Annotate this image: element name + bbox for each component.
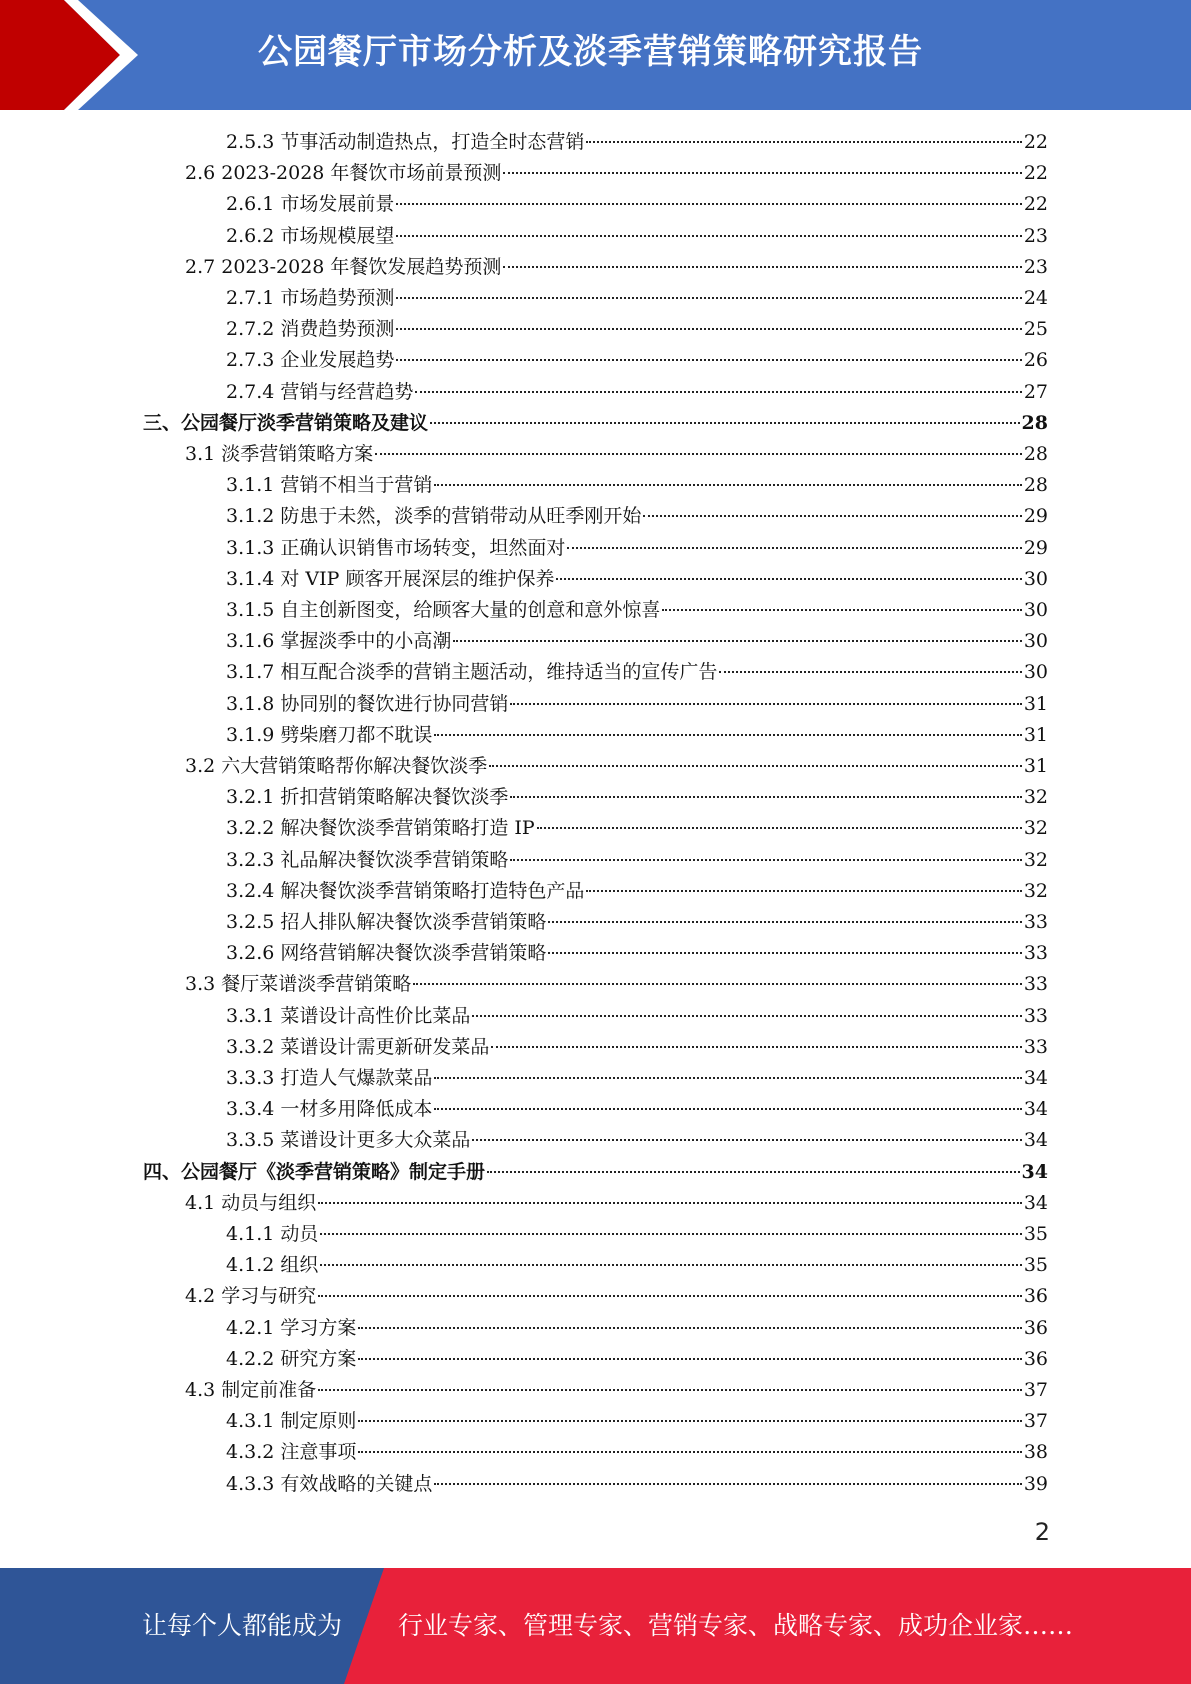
toc-entry[interactable] bbox=[143, 408, 1048, 439]
toc-entry-title: 3.1.1 营销不相当于营销 bbox=[226, 474, 433, 497]
toc-entry[interactable] bbox=[226, 501, 1048, 532]
toc-entry-title: 2.6 2023-2028 年餐饮市场前景预测 bbox=[185, 162, 502, 185]
toc-entry[interactable] bbox=[226, 377, 1048, 408]
toc-entry[interactable] bbox=[185, 1281, 1048, 1312]
toc-entry-page: 39 bbox=[1023, 1472, 1048, 1495]
toc-entry[interactable] bbox=[226, 470, 1048, 501]
toc-dot-leader bbox=[643, 515, 1021, 517]
toc-entry[interactable] bbox=[226, 782, 1048, 813]
toc-entry-page: 34 bbox=[1023, 1098, 1048, 1121]
toc-entry-page: 32 bbox=[1023, 848, 1048, 871]
toc-entry-page: 34 bbox=[1023, 1191, 1048, 1214]
toc-entry[interactable] bbox=[185, 439, 1048, 470]
toc-entry-page: 30 bbox=[1023, 661, 1048, 684]
toc-entry[interactable] bbox=[226, 907, 1048, 938]
toc-dot-leader bbox=[396, 235, 1021, 237]
toc-entry-page: 33 bbox=[1023, 942, 1048, 965]
toc-dot-leader bbox=[434, 1483, 1021, 1485]
toc-entry-title: 3.1.3 正确认识销售市场转变，坦然面对 bbox=[226, 536, 566, 559]
toc-entry-page: 22 bbox=[1023, 193, 1048, 216]
toc-entry-title: 4.2.1 学习方案 bbox=[226, 1316, 357, 1339]
toc-entry-title: 2.5.3 节事活动制造热点，打造全时态营销 bbox=[226, 131, 585, 153]
toc-entry-title: 4.3.2 注意事项 bbox=[226, 1441, 357, 1464]
toc-entry-title: 3.3.2 菜谱设计需更新研发菜品 bbox=[226, 1035, 490, 1058]
toc-entry[interactable] bbox=[185, 969, 1048, 1000]
toc-entry-page: 22 bbox=[1023, 131, 1048, 153]
toc-entry[interactable] bbox=[226, 1032, 1048, 1063]
toc-entry-page: 27 bbox=[1023, 380, 1048, 403]
toc-dot-leader bbox=[548, 921, 1021, 923]
toc-entry-page: 31 bbox=[1023, 692, 1048, 715]
toc-entry-title: 3.2 六大营销策略帮你解决餐饮淡季 bbox=[185, 755, 488, 777]
toc-dot-leader bbox=[320, 1264, 1021, 1266]
toc-entry[interactable] bbox=[226, 1313, 1048, 1344]
toc-entry-title: 3.3.1 菜谱设计高性价比菜品 bbox=[226, 1004, 471, 1027]
toc-entry-title: 4.2.2 研究方案 bbox=[226, 1347, 357, 1370]
toc-entry-title: 3.1.5 自主创新图变，给顾客大量的创意和意外惊喜 bbox=[226, 599, 661, 621]
toc-dot-leader bbox=[396, 297, 1021, 299]
toc-entry-title: 2.7.3 企业发展趋势 bbox=[226, 349, 395, 372]
toc-dot-leader bbox=[413, 983, 1022, 985]
toc-dot-leader bbox=[586, 141, 1021, 143]
toc-entry-title: 3.1.7 相互配合淡季的营销主题活动，维持适当的宣传广告 bbox=[226, 661, 718, 684]
toc-entry[interactable] bbox=[226, 1406, 1048, 1437]
toc-entry-page: 32 bbox=[1023, 817, 1048, 840]
toc-dot-leader bbox=[586, 890, 1021, 892]
toc-entry-page: 33 bbox=[1023, 1035, 1048, 1058]
toc-entry-title: 3.2.1 折扣营销策略解决餐饮淡季 bbox=[226, 786, 509, 809]
toc-entry-title: 4.2 学习与研究 bbox=[185, 1285, 317, 1308]
toc-dot-leader bbox=[358, 1327, 1021, 1329]
toc-entry[interactable] bbox=[226, 720, 1048, 751]
toc-entry[interactable] bbox=[226, 283, 1048, 314]
toc-dot-leader bbox=[719, 671, 1021, 673]
toc-entry-page: 33 bbox=[1023, 973, 1048, 996]
toc-entry-page: 32 bbox=[1023, 879, 1048, 902]
toc-entry-title: 2.7.4 营销与经营趋势 bbox=[226, 380, 414, 403]
toc-entry-page: 28 bbox=[1021, 411, 1048, 434]
toc-entry[interactable] bbox=[226, 564, 1048, 595]
toc-entry[interactable] bbox=[226, 657, 1048, 688]
toc-entry-title: 3.3.4 一材多用降低成本 bbox=[226, 1098, 433, 1121]
toc-entry[interactable] bbox=[185, 158, 1048, 189]
toc-entry-title: 4.3.3 有效战略的关键点 bbox=[226, 1472, 433, 1495]
toc-entry[interactable] bbox=[226, 189, 1048, 220]
toc-dot-leader bbox=[318, 1295, 1022, 1297]
toc-dot-leader bbox=[318, 1202, 1022, 1204]
toc-dot-leader bbox=[396, 203, 1021, 205]
toc-entry-page: 28 bbox=[1023, 474, 1048, 497]
report-title: 公园餐厅市场分析及淡季营销策略研究报告 bbox=[258, 32, 923, 72]
toc-dot-leader bbox=[503, 172, 1021, 174]
toc-dot-leader bbox=[537, 827, 1022, 829]
toc-entry-page: 24 bbox=[1023, 287, 1048, 309]
toc-entry[interactable] bbox=[226, 221, 1048, 252]
toc-entry[interactable] bbox=[226, 314, 1048, 345]
toc-dot-leader bbox=[510, 796, 1021, 798]
toc-entry[interactable] bbox=[226, 1001, 1048, 1032]
toc-entry-title: 2.7 2023-2028 年餐饮发展趋势预测 bbox=[185, 255, 502, 278]
toc-entry-page: 33 bbox=[1023, 1004, 1048, 1027]
toc-entry-page: 35 bbox=[1023, 1223, 1048, 1245]
toc-entry[interactable] bbox=[185, 1375, 1048, 1406]
toc-entry-page: 29 bbox=[1023, 536, 1048, 559]
toc-entry-title: 2.6.2 市场规模展望 bbox=[226, 224, 395, 247]
toc-entry[interactable] bbox=[226, 533, 1048, 564]
toc-entry[interactable] bbox=[185, 1188, 1048, 1219]
toc-dot-leader bbox=[396, 328, 1021, 330]
toc-dot-leader bbox=[489, 765, 1022, 767]
toc-dot-leader bbox=[375, 453, 1022, 455]
header-arrow-decoration bbox=[0, 0, 152, 110]
toc-entry-page: 30 bbox=[1023, 630, 1048, 653]
toc-entry-title: 2.6.1 市场发展前景 bbox=[226, 193, 395, 216]
toc-entry-page: 29 bbox=[1023, 505, 1048, 528]
toc-entry-page: 36 bbox=[1023, 1316, 1048, 1339]
toc-entry[interactable] bbox=[226, 1437, 1048, 1468]
report-header bbox=[0, 0, 1191, 110]
toc-entry-title: 3.1 淡季营销策略方案 bbox=[185, 443, 374, 465]
toc-entry[interactable] bbox=[226, 1063, 1048, 1094]
toc-entry[interactable] bbox=[226, 1344, 1048, 1375]
toc-entry[interactable] bbox=[226, 1250, 1048, 1281]
toc-dot-leader bbox=[434, 734, 1021, 736]
toc-entry-title: 4.1 动员与组织 bbox=[185, 1191, 317, 1214]
toc-dot-leader bbox=[662, 609, 1021, 611]
toc-entry-page: 31 bbox=[1023, 723, 1048, 746]
toc-entry-title: 3.3.3 打造人气爆款菜品 bbox=[226, 1067, 433, 1089]
toc-dot-leader bbox=[318, 1389, 1022, 1391]
toc-dot-leader bbox=[320, 1233, 1021, 1235]
toc-entry[interactable] bbox=[226, 1219, 1048, 1250]
toc-dot-leader bbox=[453, 640, 1021, 642]
toc-entry[interactable] bbox=[226, 876, 1048, 907]
toc-entry-page: 36 bbox=[1023, 1347, 1048, 1370]
toc-entry-title: 3.3.5 菜谱设计更多大众菜品 bbox=[226, 1129, 471, 1152]
toc-dot-leader bbox=[548, 952, 1021, 954]
toc-dot-leader bbox=[430, 422, 1020, 424]
toc-entry-title: 4.3.1 制定原则 bbox=[226, 1410, 357, 1433]
toc-entry-title: 3.2.4 解决餐饮淡季营销策略打造特色产品 bbox=[226, 879, 585, 902]
toc-dot-leader bbox=[510, 859, 1021, 861]
toc-dot-leader bbox=[434, 1108, 1021, 1110]
toc-entry[interactable] bbox=[226, 813, 1048, 844]
toc-entry[interactable] bbox=[143, 1157, 1048, 1188]
toc-entry-page: 33 bbox=[1023, 911, 1048, 933]
toc-entry[interactable] bbox=[226, 1469, 1048, 1500]
toc-entry-title: 三、公园餐厅淡季营销策略及建议 bbox=[143, 411, 429, 434]
toc-entry-title: 4.1.1 动员 bbox=[226, 1223, 319, 1245]
footer-slogan-left: 让每个人都能成为 bbox=[142, 1611, 343, 1640]
toc-entry-title: 3.1.6 掌握淡季中的小高潮 bbox=[226, 630, 452, 653]
toc-entry-page: 26 bbox=[1023, 349, 1048, 372]
toc-entry[interactable] bbox=[185, 751, 1048, 782]
toc-entry-title: 2.7.1 市场趋势预测 bbox=[226, 287, 395, 309]
toc-entry[interactable] bbox=[226, 1094, 1048, 1125]
toc-dot-leader bbox=[472, 1139, 1021, 1141]
toc-dot-leader bbox=[510, 703, 1021, 705]
toc-entry-title: 2.7.2 消费趋势预测 bbox=[226, 318, 395, 341]
toc-entry[interactable] bbox=[226, 1125, 1048, 1156]
toc-entry[interactable] bbox=[226, 626, 1048, 657]
toc-entry-title: 3.2.5 招人排队解决餐饮淡季营销策略 bbox=[226, 911, 547, 933]
footer-banner bbox=[0, 1568, 1191, 1684]
toc-entry-page: 22 bbox=[1023, 162, 1048, 185]
toc-entry-title: 3.3 餐厅菜谱淡季营销策略 bbox=[185, 973, 412, 996]
toc-entry[interactable] bbox=[226, 345, 1048, 376]
toc-entry[interactable] bbox=[226, 845, 1048, 876]
toc-entry-title: 3.1.9 劈柴磨刀都不耽误 bbox=[226, 723, 433, 746]
toc-dot-leader bbox=[487, 1171, 1020, 1173]
toc-entry-title: 3.2.6 网络营销解决餐饮淡季营销策略 bbox=[226, 942, 547, 965]
toc-dot-leader bbox=[491, 1046, 1021, 1048]
toc-entry-title: 3.1.4 对 VIP 顾客开展深层的维护保养 bbox=[226, 567, 555, 590]
toc-entry-title: 4.3 制定前准备 bbox=[185, 1379, 317, 1401]
page-number: 2 bbox=[1034, 1518, 1050, 1546]
toc-dot-leader bbox=[567, 547, 1021, 549]
toc-entry-page: 30 bbox=[1023, 599, 1048, 621]
toc-dot-leader bbox=[415, 391, 1021, 393]
toc-entry[interactable] bbox=[185, 252, 1048, 283]
toc-entry-page: 36 bbox=[1023, 1285, 1048, 1308]
toc-entry[interactable] bbox=[226, 689, 1048, 720]
toc-entry-page: 28 bbox=[1023, 443, 1048, 465]
toc-entry-page: 30 bbox=[1023, 567, 1048, 590]
toc-entry[interactable] bbox=[226, 127, 1048, 158]
toc-entry-title: 3.1.2 防患于未然，淡季的营销带动从旺季刚开始 bbox=[226, 505, 642, 528]
toc-entry-page: 34 bbox=[1023, 1129, 1048, 1152]
toc-entry-page: 31 bbox=[1023, 755, 1048, 777]
toc-entry-page: 35 bbox=[1023, 1254, 1048, 1277]
toc-entry-page: 34 bbox=[1023, 1067, 1048, 1089]
toc-entry-page: 23 bbox=[1023, 255, 1048, 278]
toc-entry-page: 32 bbox=[1023, 786, 1048, 809]
toc-entry-page: 23 bbox=[1023, 224, 1048, 247]
toc-entry[interactable] bbox=[226, 595, 1048, 626]
toc-dot-leader bbox=[434, 484, 1021, 486]
toc-entry-title: 3.2.3 礼品解决餐饮淡季营销策略 bbox=[226, 848, 509, 871]
toc-entry-page: 34 bbox=[1021, 1160, 1048, 1183]
toc-dot-leader bbox=[503, 266, 1021, 268]
toc-dot-leader bbox=[556, 578, 1021, 580]
toc-dot-leader bbox=[358, 1451, 1021, 1453]
footer-slogan-right: 行业专家、管理专家、营销专家、战略专家、成功企业家…… bbox=[398, 1611, 1074, 1640]
toc-entry-title: 3.1.8 协同别的餐饮进行协同营销 bbox=[226, 692, 509, 715]
toc-dot-leader bbox=[434, 1077, 1021, 1079]
toc-dot-leader bbox=[472, 1015, 1021, 1017]
toc-entry[interactable] bbox=[226, 938, 1048, 969]
toc-entry-page: 37 bbox=[1023, 1379, 1048, 1401]
toc-dot-leader bbox=[396, 359, 1021, 361]
toc-entry-page: 38 bbox=[1023, 1441, 1048, 1464]
toc-entry-title: 3.2.2 解决餐饮淡季营销策略打造 IP bbox=[226, 817, 535, 840]
toc-dot-leader bbox=[358, 1420, 1021, 1422]
toc-entry-page: 37 bbox=[1023, 1410, 1048, 1433]
toc-entry-page: 25 bbox=[1023, 318, 1048, 341]
toc-dot-leader bbox=[358, 1358, 1021, 1360]
toc-entry-title: 四、公园餐厅《淡季营销策略》制定手册 bbox=[143, 1160, 486, 1183]
toc-entry-title: 4.1.2 组织 bbox=[226, 1254, 319, 1277]
